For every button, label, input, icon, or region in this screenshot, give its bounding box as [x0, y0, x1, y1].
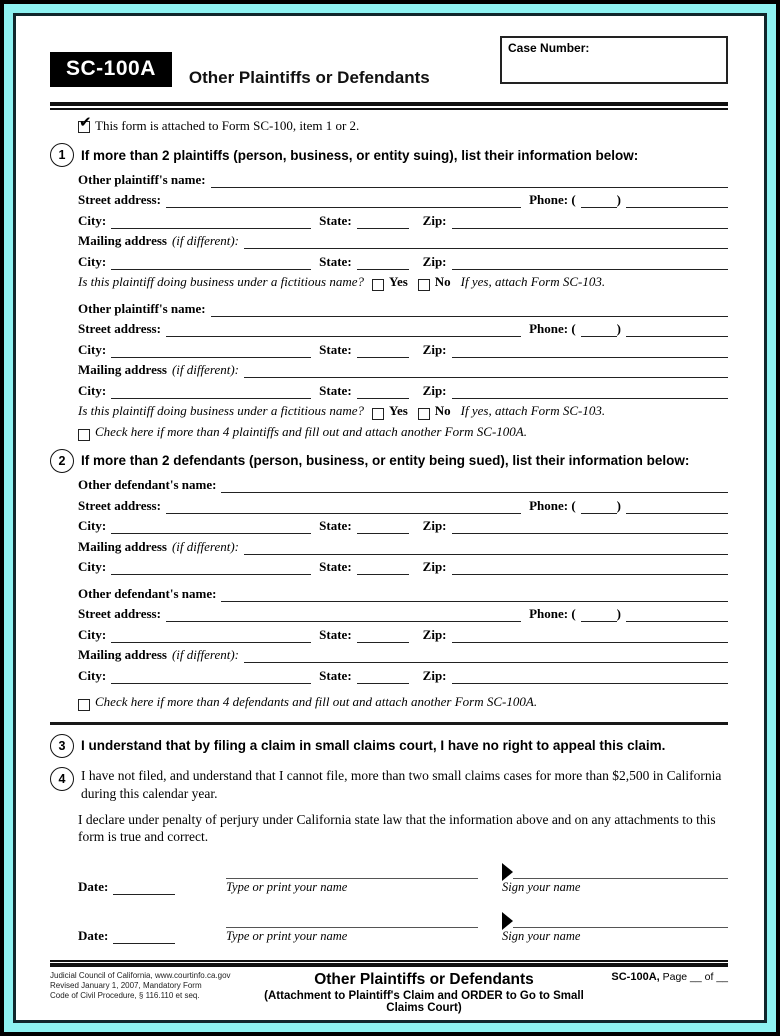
defendant2-city2-line[interactable] — [111, 670, 311, 684]
plaintiff1-phone-area-line[interactable] — [581, 194, 617, 208]
defendant1-phone-line[interactable] — [626, 500, 728, 514]
plaintiff1-city2-line[interactable] — [111, 256, 311, 270]
plaintiff1-phone-line[interactable] — [626, 194, 728, 208]
defendant1-mailing-line[interactable] — [244, 541, 728, 555]
plaintiff2-mailing-row: Mailing address (if different): — [78, 358, 728, 379]
plaintiff1-fictitious-row: Is this plaintiff doing business under a fictitious name? Yes No If yes, attach Form SC-103. — [78, 274, 606, 289]
plaintiff1-street-line[interactable] — [166, 194, 521, 208]
perjury-declaration: I declare under penalty of perjury under California state law that the information above and on any attachments to this form is true and correct. — [78, 811, 716, 845]
section-1-number: 1 — [50, 143, 74, 167]
defendant2-mailing-line[interactable] — [244, 649, 728, 663]
print-name1-line[interactable] — [226, 862, 478, 879]
defendant2-mailing-row: Mailing address (if different): — [78, 643, 728, 664]
footer-title-block — [262, 971, 586, 1014]
defendant2-city-row: City: State: Zip: — [78, 622, 728, 643]
header-rule — [50, 102, 728, 110]
defendant1-city-line[interactable] — [111, 520, 311, 534]
defendant2-phone-area-line[interactable] — [581, 608, 617, 622]
plaintiff2-phone-area-line[interactable] — [581, 323, 617, 337]
print-name2-line[interactable] — [226, 911, 478, 928]
form-page — [13, 13, 767, 1023]
section-3-heading: 3 I understand that by filing a claim in small claims court, I have no right to appeal this claim. — [50, 734, 728, 758]
date2-line[interactable] — [113, 930, 175, 944]
plaintiff1-no-checkbox[interactable] — [418, 279, 430, 291]
checkmark-icon: ✔ — [79, 112, 92, 131]
defendant1-city2-row: City: State: Zip: — [78, 555, 728, 576]
defendant1-zip2-line[interactable] — [452, 561, 728, 575]
section-divider — [50, 722, 728, 725]
attached-note: This form is attached to Form SC-100, item 1 or 2. — [95, 118, 360, 133]
signature-row-1: Date: Type or print your name Sign your name — [78, 862, 728, 895]
defendant2-city2-row: City: State: Zip: — [78, 663, 728, 684]
defendant2-name-line[interactable] — [221, 588, 728, 602]
section-2-heading: 2 If more than 2 defendants (person, business, or entity being sued), list their information below: — [50, 449, 728, 473]
defendant2-phone-line[interactable] — [626, 608, 728, 622]
defendant1-city-row: City: State: Zip: — [78, 514, 728, 535]
defendant2-state2-line[interactable] — [357, 670, 409, 684]
plaintiff1-mailing-line[interactable] — [244, 235, 728, 249]
footer-legal-info: Judicial Council of California, www.courtinfo.ca.gov Revised January 1, 2007, Mandatory Form Code of Civil Procedure, § 116.110 et seq. — [50, 971, 231, 1000]
sign-name2-line[interactable] — [513, 911, 728, 928]
sign-here-arrow-icon — [502, 912, 513, 930]
plaintiff2-mailing-line[interactable] — [244, 364, 728, 378]
defendant1-name-line[interactable] — [221, 479, 728, 493]
plaintiff1-state-line[interactable] — [357, 215, 409, 229]
defendant1-state-line[interactable] — [357, 520, 409, 534]
section-3-number: 3 — [50, 734, 74, 758]
date1-line[interactable] — [113, 881, 175, 895]
defendant1-street-row: Street address: Phone: ( ) — [78, 493, 728, 514]
signature-row-2: Date: Type or print your name Sign your name — [78, 911, 728, 944]
plaintiff1-name-row: Other plaintiff's name: — [78, 167, 728, 188]
plaintiff2-zip-line[interactable] — [452, 344, 728, 358]
defendant2-city-line[interactable] — [111, 629, 311, 643]
defendant2-name-row: Other defendant's name: — [78, 581, 728, 602]
sign-here-arrow-icon — [502, 863, 513, 881]
footer-title: Other Plaintiffs or Defendants — [314, 971, 534, 988]
more-plaintiffs-row: Check here if more than 4 plaintiffs and fill out and attach another Form SC-100A. — [78, 419, 728, 440]
defendant1-state2-line[interactable] — [357, 561, 409, 575]
section-1-heading: 1 If more than 2 plaintiffs (person, business, or entity suing), list their information below: — [50, 143, 728, 167]
plaintiff2-state2-line[interactable] — [357, 385, 409, 399]
more-defendants-checkbox[interactable] — [78, 699, 90, 711]
defendant1-city2-line[interactable] — [111, 561, 311, 575]
defendant1-zip-line[interactable] — [452, 520, 728, 534]
plaintiff1-street-row: Street address: Phone: ( ) — [78, 188, 728, 209]
footer-rule — [50, 960, 728, 967]
plaintiff2-fictitious-row: Is this plaintiff doing business under a fictitious name? Yes No If yes, attach Form SC-103. — [78, 403, 606, 418]
plaintiff2-yes-checkbox[interactable] — [372, 408, 384, 420]
defendant1-street-line[interactable] — [166, 500, 521, 514]
form-title: Other Plaintiffs or Defendants — [188, 68, 430, 87]
plaintiff2-name-row: Other plaintiff's name: — [78, 296, 728, 317]
plaintiff2-city-line[interactable] — [111, 344, 311, 358]
plaintiff2-name-line[interactable] — [211, 303, 728, 317]
plaintiff1-city2-row: City: State: Zip: — [78, 249, 728, 270]
more-defendants-row: Check here if more than 4 defendants and fill out and attach another Form SC-100A. — [78, 690, 728, 711]
defendant1-phone-area-line[interactable] — [581, 500, 617, 514]
sign-name1-line[interactable] — [513, 862, 728, 879]
defendant2-zip2-line[interactable] — [452, 670, 728, 684]
defendant2-street-line[interactable] — [166, 608, 521, 622]
defendant1-name-row: Other defendant's name: — [78, 473, 728, 494]
plaintiff1-city-line[interactable] — [111, 215, 311, 229]
plaintiff1-yes-checkbox[interactable] — [372, 279, 384, 291]
defendant2-state-line[interactable] — [357, 629, 409, 643]
plaintiff1-mailing-row: Mailing address (if different): — [78, 229, 728, 250]
plaintiff2-zip2-line[interactable] — [452, 385, 728, 399]
footer-subtitle: (Attachment to Plaintiff's Claim and ORDER to Go to Small Claims Court) — [264, 990, 584, 1014]
defendant2-street-row: Street address: Phone: ( ) — [78, 602, 728, 623]
plaintiff2-no-checkbox[interactable] — [418, 408, 430, 420]
attached-checkbox[interactable] — [78, 112, 92, 133]
plaintiff2-city-row: City: State: Zip: — [78, 337, 728, 358]
case-number-label: Case Number: — [508, 41, 590, 55]
plaintiff1-state2-line[interactable] — [357, 256, 409, 270]
plaintiff1-zip2-line[interactable] — [452, 256, 728, 270]
plaintiff2-city2-row: City: State: Zip: — [78, 378, 728, 399]
defendant1-mailing-row: Mailing address (if different): — [78, 534, 728, 555]
plaintiff1-zip-line[interactable] — [452, 215, 728, 229]
plaintiff1-city-row: City: State: Zip: — [78, 208, 728, 229]
form-number-badge: SC-100A — [50, 52, 172, 87]
plaintiff2-state-line[interactable] — [357, 344, 409, 358]
plaintiff1-name-line[interactable] — [211, 174, 728, 188]
section-4-heading: 4 I have not filed, and understand that I cannot file, more than two small claims cases for more than $2,500 in California during this calendar year. — [50, 767, 728, 803]
plaintiff2-street-row: Street address: Phone: ( ) — [78, 317, 728, 338]
plaintiff2-phone-line[interactable] — [626, 323, 728, 337]
form-footer — [50, 960, 728, 1014]
section-4-number: 4 — [50, 767, 74, 791]
section-2-number: 2 — [50, 449, 74, 473]
more-plaintiffs-checkbox[interactable] — [78, 429, 90, 441]
footer-page-ref: SC-100A, Page __ of __ — [611, 971, 728, 983]
defendant2-zip-line[interactable] — [452, 629, 728, 643]
plaintiff2-street-line[interactable] — [166, 323, 521, 337]
case-number-box[interactable] — [500, 36, 728, 84]
form-header — [50, 38, 728, 100]
attached-note-row — [78, 112, 728, 134]
plaintiff2-city2-line[interactable] — [111, 385, 311, 399]
